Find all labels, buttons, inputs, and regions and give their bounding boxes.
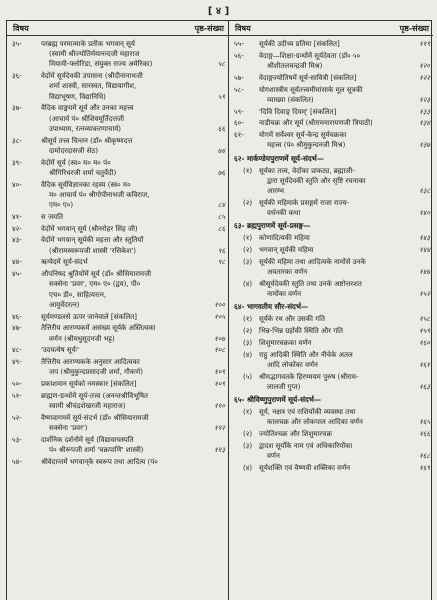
entry-title: श्रीमद्भागवतके हिरण्मयम पुरुष (श्रीराम- <box>259 372 359 381</box>
toc-entry <box>7 158 228 178</box>
toc-entry <box>229 429 433 439</box>
toc-entry <box>7 257 228 267</box>
entry-page-number: १०९ <box>214 380 225 389</box>
entry-number: ४५- <box>12 270 22 279</box>
toc-entry <box>7 212 228 222</box>
entry-title: वेदोंमें सूर्यदेवकी उपासना (श्रीदीनानाथजी <box>41 72 143 81</box>
entry-number: ४०- <box>12 180 22 189</box>
entry-title-continued: (श्रीरामस्वरूपजी शास्त्री 'रसिकेश') <box>49 246 136 255</box>
entry-number: ३६- <box>12 72 22 81</box>
entry-page-number: ८४ <box>217 201 225 210</box>
entry-title-continued: आरम्भ <box>267 187 285 195</box>
entry-title-continued: सक्सेना 'प्रवर') <box>49 424 88 433</box>
entry-page-number: १६१ <box>419 360 430 369</box>
entry-page-number: ५८ <box>217 60 225 69</box>
toc-entry <box>229 326 433 336</box>
toc-entry <box>229 245 433 255</box>
entry-title-continued: नामोंका वर्णन <box>267 290 301 298</box>
entry-title-continued: स्वामी श्रीचंद्रशेखरजी महाराज) <box>49 402 126 411</box>
entry-title: ज्योतिश्चक्र और शिशुमारचक्र <box>259 430 332 438</box>
entry-title: तैत्तिरीय आरण्यकमें असंख्य सूर्यके अस्तित्वका <box>41 324 156 333</box>
entry-page-number: १३८ <box>419 187 430 195</box>
entry-title-continued: एच० डी०, साहित्यरत्न, <box>49 290 107 299</box>
entry-title: भगवान् सूर्यकी महिमा <box>259 246 314 254</box>
entry-title-continued: वर्णन (श्रीमधुसूदनजी भट्ट) <box>49 334 115 343</box>
entry-title-continued: उपाध्याय, रत्नव्याकरणाचार्य) <box>49 124 121 133</box>
entry-title: स जयति <box>41 212 64 221</box>
entry-title-continued: अवतारका वर्णन <box>267 268 308 276</box>
toc-entry <box>229 441 433 461</box>
entry-title-continued: दामोदरदासजी सेठ) <box>49 146 99 155</box>
entry-title-continued: म० आचार्य पं० श्रीगोपीनाथजी कविराज, <box>49 190 150 199</box>
entry-page-number: १३४ <box>419 119 430 128</box>
entry-page-number: ७४ <box>217 146 225 155</box>
toc-entry <box>229 107 433 117</box>
entry-number: ५८- <box>234 85 244 94</box>
toc-entry <box>229 130 433 150</box>
entry-title: ब्राह्मण-ग्रन्थोंमें सूर्य-तत्त्व (अनन्तश्रीविभूषित <box>41 392 148 400</box>
contents-table <box>6 20 432 600</box>
entry-title: राहु आदिकी स्थिति और नीचेके अतल <box>259 350 353 359</box>
entry-number: (१) <box>243 315 253 324</box>
entry-number: ३८- <box>12 136 22 145</box>
toc-entry <box>229 233 433 243</box>
entry-page-number: ८५ <box>217 212 225 221</box>
toc-entry <box>7 103 228 134</box>
toc-entry <box>7 323 228 343</box>
entry-title: ऋग्वेदमें सूर्य-संदर्भ <box>41 258 88 267</box>
toc-entry <box>7 435 228 455</box>
entry-number: (३) <box>243 441 253 450</box>
entry-page-number: १५२ <box>419 290 430 298</box>
entry-number: ३७- <box>12 104 22 113</box>
entry-page-number: ८६ <box>217 224 225 233</box>
entry-title: औपनिषद श्रुतियोंमें सूर्य (डॉ० श्रीसियारामजी <box>41 270 152 279</box>
entry-title: द्वादश सूर्योंके नाम एवं अधिकारियोंका <box>259 441 353 450</box>
toc-entry <box>7 180 228 211</box>
subject-heading: विषय <box>13 24 29 33</box>
entry-title-continued: द्वारा सूर्यदेवकी स्तुति और सृष्टि रचनाका <box>267 176 366 185</box>
entry-number: (५) <box>243 372 253 381</box>
entry-number: (२) <box>243 430 253 438</box>
entry-title: श्रीवेदान्तमें भगवान्‌के स्वरूप तथा आदित्य (पं० <box>41 458 158 466</box>
entry-title: नाडीचक्र और सूर्य (श्रीरामनारायणजी त्रिपाठी) <box>259 119 373 128</box>
entry-page-number: १२३ <box>419 95 430 104</box>
entry-title: प्रकाशमान सूर्यको नमस्कार [संकलित] <box>41 380 137 389</box>
entry-title: 'उदयत्येष सूर्यः' <box>41 346 80 355</box>
entry-number: (२) <box>243 198 253 207</box>
entry-title: सूर्यके रथ और उसकी गति <box>259 315 325 324</box>
right-entry-list <box>229 36 433 473</box>
entry-page-number: १३७ <box>419 141 430 150</box>
entry-title-continued: (आचार्य पं० श्रीशिवमूर्तिदत्तजी <box>49 114 125 123</box>
toc-entry <box>7 235 228 255</box>
entry-title-continued: आयुर्वेदरत्न) <box>49 300 80 309</box>
entry-title: वेदोंमें सूर्य (स्व० म० म० पं० <box>41 158 111 167</box>
entry-title: वेदाङ्गज्योतिषमें सूर्य-सावित्री [संकलित] <box>259 73 357 82</box>
section-heading: ६४- भागवतीय सौर-संदर्भ— <box>234 302 309 312</box>
right-column-header <box>229 21 433 36</box>
entry-page-number: १५८ <box>419 315 430 324</box>
entry-title-continued: महत्त्व (पं० श्रीमुकुन्दनजी मिश्र) <box>267 141 346 150</box>
entry-number: (१) <box>243 166 253 175</box>
entry-number: (३) <box>243 338 253 347</box>
entry-page-number: १०८ <box>214 346 225 355</box>
toc-entry <box>229 73 433 83</box>
entry-page-number: १६३ <box>419 382 430 391</box>
entry-number: ४२- <box>12 224 22 233</box>
entry-number: (२) <box>243 246 253 254</box>
entry-number: ३५- <box>12 40 22 48</box>
section-heading: ६३- ब्रह्मपुराणमें सूर्य-प्रसङ्ग— <box>234 221 311 231</box>
entry-title: सूर्यकी उदीच्य प्रतिमा [संकलित] <box>259 40 340 48</box>
section-heading: ६५- श्रीविष्णुपुराणमें सूर्य-संदर्भ— <box>234 395 322 404</box>
entry-page-number: १६० <box>419 338 430 347</box>
toc-entry <box>229 198 433 218</box>
entry-title-continued: श्रीगिरिधरजी शर्मा चतुर्वेदी) <box>49 168 117 177</box>
entry-page-number: १५९ <box>419 327 430 335</box>
entry-title-continued: विद्याभूषण, विद्यानिधि) <box>49 92 106 101</box>
entry-number: ४८- <box>12 346 22 355</box>
toc-entry <box>7 345 228 355</box>
toc-entry <box>229 350 433 370</box>
entry-title-continued: श्रीशीतलचन्द्रजी मिश्र) <box>267 62 323 70</box>
subject-heading: विषय <box>235 24 251 33</box>
page-count-heading: पृष्ठ-संख्या <box>399 24 429 33</box>
entry-number: ४७- <box>12 324 22 333</box>
entry-number: ४३- <box>12 236 22 245</box>
entry-number: ३९- <box>12 158 22 167</box>
entry-page-number: १६८ <box>419 452 430 460</box>
entry-number: ५६- <box>234 51 244 60</box>
entry-page-number: ११३ <box>214 446 225 455</box>
entry-number: ५१- <box>12 392 22 400</box>
entry-number: ६०- <box>234 119 244 128</box>
entry-page-number: ६६ <box>217 124 225 133</box>
entry-number: (२) <box>243 327 253 335</box>
right-column <box>229 21 433 600</box>
toc-entry <box>229 279 433 299</box>
entry-number: (४) <box>243 350 253 359</box>
toc-entry <box>7 71 228 102</box>
toc-entry <box>229 118 433 128</box>
entry-title: वेदोंमें भगवान् सूर्य (श्रीनरोहर सिंह जी) <box>41 224 138 233</box>
entry-number: (३) <box>243 257 253 266</box>
entry-page-number: १०० <box>214 300 225 309</box>
toc-entry <box>229 372 433 392</box>
toc-entry <box>229 257 433 277</box>
entry-title: योगशास्त्रीय सूर्यतत्त्वमीमांसाके मूल सूत्रकी <box>259 85 363 94</box>
entry-page-number: ११२ <box>214 424 225 433</box>
section-heading: ६२- मार्कण्डेयपुराणमें सूर्य-संदर्भ— <box>234 153 324 163</box>
entry-title: भिन्न-भिन्न ग्रहोंकी स्थिति और गति <box>259 327 343 335</box>
entry-number: ५९- <box>234 107 244 116</box>
entry-title: तैत्तिरीय आरण्यकके अनुसार आदित्यका <box>41 358 140 367</box>
entry-title: परब्रह्म परमात्माके प्रतीक भगवान् सूर्य <box>41 40 135 48</box>
entry-title: सूर्य, नक्षत्र एवं राशियोंकी व्यवस्था तथा <box>259 408 356 416</box>
toc-entry <box>7 269 228 310</box>
toc-entry <box>7 224 228 234</box>
entry-page-number: ७६ <box>217 168 225 177</box>
entry-number: (१) <box>243 234 253 243</box>
toc-entry <box>7 312 228 322</box>
entry-page-number: १४४ <box>419 246 430 254</box>
entry-number: ५४- <box>12 458 22 466</box>
entry-title-continued: वर्णन <box>267 452 280 460</box>
entry-page-number: १३३ <box>419 107 430 116</box>
entry-page-number: ९६ <box>217 246 225 255</box>
entry-title: दार्शनिक दर्शनोंमें सूर्य (विद्यावाचस्पति <box>41 436 134 444</box>
entry-page-number: १६९ <box>419 463 430 472</box>
toc-entry <box>7 39 228 70</box>
left-column <box>7 21 229 600</box>
toc-entry <box>229 51 433 71</box>
left-column-header <box>7 21 228 36</box>
entry-title: सूर्यकी महिमा तथा आदित्यके नामोंसे उनके <box>259 257 366 266</box>
entry-page-number: १०७ <box>214 334 225 343</box>
entry-title: वेदोंमें भगवान् सूर्यकी महत्ता और स्तुतियाँ <box>41 236 144 245</box>
entry-title: वैष्णवागममें सूर्य-संदर्भ (डॉ० श्रीसियारामजी <box>41 414 149 422</box>
entry-title: सूर्यशक्ति एवं वैष्णवी शक्तिका वर्णन <box>259 463 351 472</box>
toc-entry <box>229 338 433 348</box>
entry-title-continued: पं० श्रीरूपजी शर्मा 'चक्रपाणि' शास्त्री) <box>49 446 144 455</box>
toc-entry <box>7 457 228 467</box>
entry-page-number: १४७ <box>419 268 430 276</box>
page-number: [ ४ ] <box>207 6 230 17</box>
entry-page-number: १६५ <box>419 418 430 427</box>
entry-page-number: १४३ <box>419 234 430 243</box>
entry-title-continued: व्याख्या (संकलित) <box>267 95 314 104</box>
entry-title: वेदाङ्ग—शिक्षा-ग्रन्थोंमें सूर्यदेवता (डॉ० ५० <box>259 51 361 60</box>
entry-title: वैदिक वाङ्मयमें सूर्य और उनका महत्त्व <box>41 104 134 113</box>
entry-title-continued: एम० ए०) <box>49 201 74 210</box>
entry-page-number: १६६ <box>419 430 430 438</box>
entry-title-continued: लालजी गुप्त) <box>267 382 301 391</box>
toc-entry <box>7 413 228 433</box>
entry-title: सूर्यमण्डलसे ऊपर जानेवाले [संकलित] <box>41 312 137 321</box>
entry-title-continued: आदि लोकोंका वर्णन <box>267 360 318 369</box>
entry-number: ५७- <box>234 73 244 82</box>
entry-page-number: ११० <box>214 402 225 411</box>
entry-title-continued: सक्सेना 'प्रवर', एम० ए० (द्वय), पी० <box>49 280 141 289</box>
entry-title: 'दिवि दिवाङ् दिवम्' [संकलित] <box>259 107 337 116</box>
toc-entry <box>7 379 228 389</box>
toc-entry <box>229 85 433 105</box>
toc-entry <box>229 463 433 473</box>
toc-entry <box>229 314 433 324</box>
left-entry-list <box>7 36 228 467</box>
entry-title-continued: वर्धनकी कथा <box>267 209 301 217</box>
entry-number: ६१- <box>234 131 244 140</box>
entry-title: सूर्यकी महिमाके प्रसङ्गमें राजा राज्य- <box>259 198 350 207</box>
entry-number: ४१- <box>12 212 22 221</box>
entry-number: ५३- <box>12 436 22 444</box>
entry-title: श्रीसूर्य तत्त्व चिन्तन (डॉ० श्रीकृष्णदत्त <box>41 136 133 145</box>
entry-number: ५५- <box>234 40 244 48</box>
entry-title: कोणादित्यकी महिमा <box>259 234 310 243</box>
entry-number: (४) <box>243 463 253 472</box>
toc-entry <box>229 407 433 427</box>
entry-number: ५०- <box>12 380 22 389</box>
entry-page-number: ९८ <box>217 258 225 267</box>
entry-number: (४) <box>243 279 253 288</box>
toc-entry <box>7 357 228 377</box>
entry-number: (१) <box>243 408 253 416</box>
entry-page-number: १४० <box>419 209 430 217</box>
entry-title: श्रीसूर्यदेवकी स्तुति तथा उनके अष्टोत्तरशत <box>259 279 362 288</box>
toc-entry <box>7 391 228 411</box>
page-count-heading: पृष्ठ-संख्या <box>194 24 224 33</box>
entry-title-continued: जप (श्रीमुकुन्दप्रसादजी शर्मा, गौकर्ण) <box>49 368 143 377</box>
entry-title: योगमें सर्वेश्वर सूर्य-केन्द्र सूर्यचक्रका <box>259 131 347 140</box>
entry-page-number: १२२ <box>419 73 430 82</box>
entry-title: शिशुमारचक्रका वर्णन <box>259 338 312 347</box>
entry-page-number: १०९ <box>214 368 225 377</box>
entry-title-continued: (स्वामी श्रीज्योतिर्मयानन्दजी महाराज <box>49 50 140 59</box>
entry-title-continued: शर्मा शास्त्री, सारस्वत, विद्यावागीश, <box>49 82 137 91</box>
entry-page-number: ११९ <box>419 40 430 48</box>
entry-title-continued: मियामी-फ्लोरिडा, संयुक्त राज्य अमेरिका) <box>49 60 153 69</box>
entry-title-continued: कालचक्र और लोकपाल आदिका वर्णन <box>267 418 363 427</box>
entry-title: सूर्यका तत्त्व, वेदोंका प्राकट्य, ब्रह्माजी- <box>259 166 355 175</box>
entry-title: वैदिक सूर्यविज्ञानका रहस्य (स्व० म० <box>41 180 131 189</box>
toc-entry <box>229 39 433 49</box>
entry-number: ४६- <box>12 312 22 321</box>
entry-number: ५२- <box>12 414 22 422</box>
entry-page-number: १२० <box>419 62 430 70</box>
toc-entry <box>229 166 433 197</box>
entry-number: ४४- <box>12 258 22 267</box>
toc-entry <box>7 136 228 156</box>
entry-page-number: ५९ <box>217 92 225 101</box>
entry-page-number: १०५ <box>214 312 225 321</box>
entry-number: ४९- <box>12 358 22 367</box>
